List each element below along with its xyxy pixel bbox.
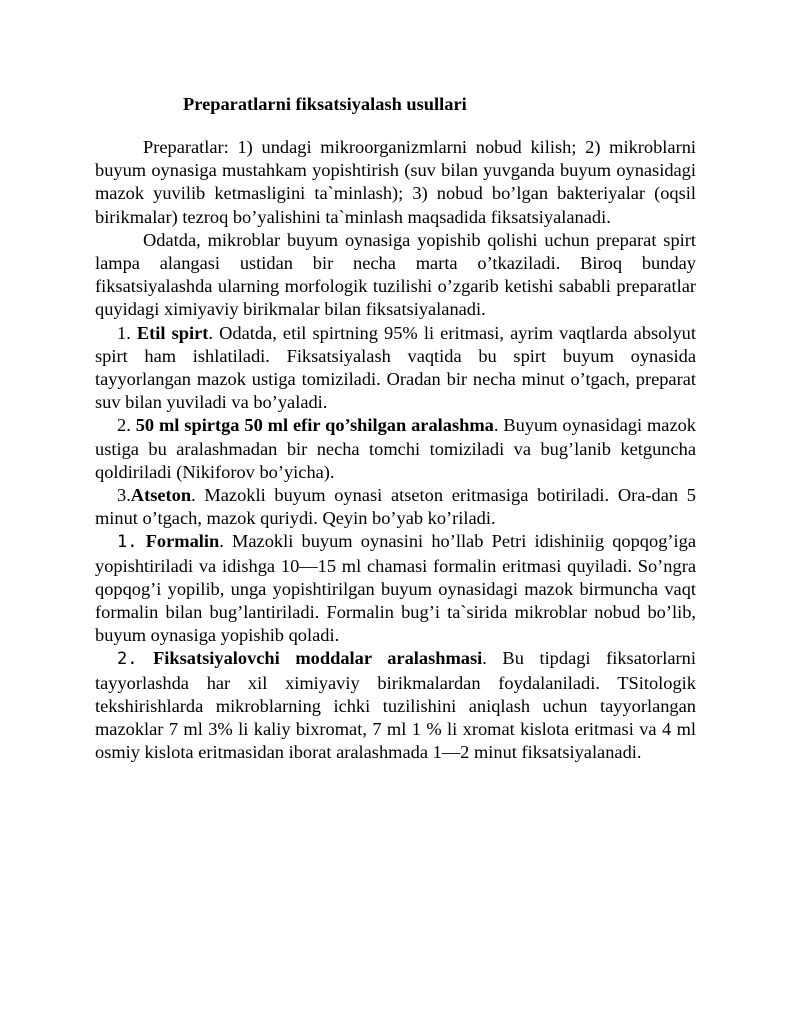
list-item-formalin	[95, 530, 696, 647]
item-term: 50 ml spirtga 50 ml efir qo’shilgan aralashma	[135, 415, 494, 436]
list-item-spirt-efir	[95, 414, 696, 484]
item-text: . Odatda, etil spirtning 95% li eritmasi, ayrim vaqtlarda absolyut spirt ham ishlatiladi. Fiksatsiyalash vaqtida bu spirt buyum oynasida tayyorlangan mazok ustiga tomiziladi. Oradan bir necha minut o’tgach, preparat suv bilan yuviladi va bo’yaladi.	[95, 322, 696, 413]
document-title: Preparatlarni fiksatsiyalash usullari	[183, 94, 467, 114]
paragraph-2: Odatda, mikroblar buyum oynasiga yopishib qolishi uchun preparat spirt lampa alangasi ustidan bir necha marta o’tkaziladi. Biroq bunday fiksatsiyalashda ularning morfologik tuzilishi o’zgarib ketishi sababli preparatlar quyidagi ximiyaviy birikmalar bilan fiksatsiyalanadi.	[95, 229, 696, 320]
list-item-etil-spirt	[95, 322, 696, 415]
item-number: 3.	[117, 485, 131, 506]
item-number: 2.	[117, 415, 131, 436]
intro-paragraph: Preparatlar: 1) undagi mikroorganizmlarni nobud kilish; 2) mikroblarni buyum oynasiga mustahkam yopishtirish (suv bilan yuvganda buyum oynasidagi mazok yuvilib ketmasligini ta`minlash); 3) nobud bo’lgan bakteriyalar (oqsil birikmalar) tezroq bo’yalishini ta`minlash maqsadida fiksatsiyalanadi.	[95, 137, 696, 227]
item-text: . Buyum oynasidagi mazok ustiga bu aralashmadan bir necha tomchi tomiziladi va bug’lanib ketguncha qoldiriladi (Nikiforov bo’yicha).	[95, 415, 696, 482]
item-text: . Bu tipdagi fiksatorlarni tayyorlashda har xil ximiyaviy birikmalardan foydalaniladi. TSitologik tekshirishlarda mikroblarning ichki tuzilishini aniqlash uchun tayyorlangan mazoklar 7 ml 3% li kaliy bixromat, 7 ml 1 % li xromat kislota eritmasi va 4 ml osmiy kislota eritmasidan iborat aralashmada 1—2 minut fiksatsiyalanadi.	[95, 648, 696, 763]
list-item-fiksator-aralashma	[95, 647, 696, 764]
item-term: Etil spirt	[136, 322, 209, 343]
item-term: Fiksatsiyalovchi moddalar aralashmasi	[153, 648, 483, 669]
item-term: Formalin	[145, 531, 220, 552]
item-number: 1.	[117, 322, 131, 343]
item-term: Atseton	[130, 485, 192, 506]
list-item-atseton	[95, 484, 696, 530]
item-number: 2.	[117, 649, 138, 670]
item-text: . Mazokli buyum oynasi atseton eritmasiga botiriladi. Ora-dan 5 minut o’tgach, mazok quriydi. Qeyin bo’yab ko’riladi.	[95, 485, 696, 529]
item-text: . Mazokli buyum oynasini ho’llab Petri idishiniig qopqog’iga yopishtiriladi va idishga 10—15 ml chamasi formalin eritmasi quyiladi. So’ngra qopqog’i yopilib, unga yopishtirilgan buyum oynasidagi mazok birmuncha vaqt formalin bilan bug’lantiriladi. Formalin bug’i ta`sirida mikroblar nobud bo’lib, buyum oynasiga yopishib qoladi.	[95, 531, 696, 646]
item-number: 1.	[117, 532, 138, 553]
